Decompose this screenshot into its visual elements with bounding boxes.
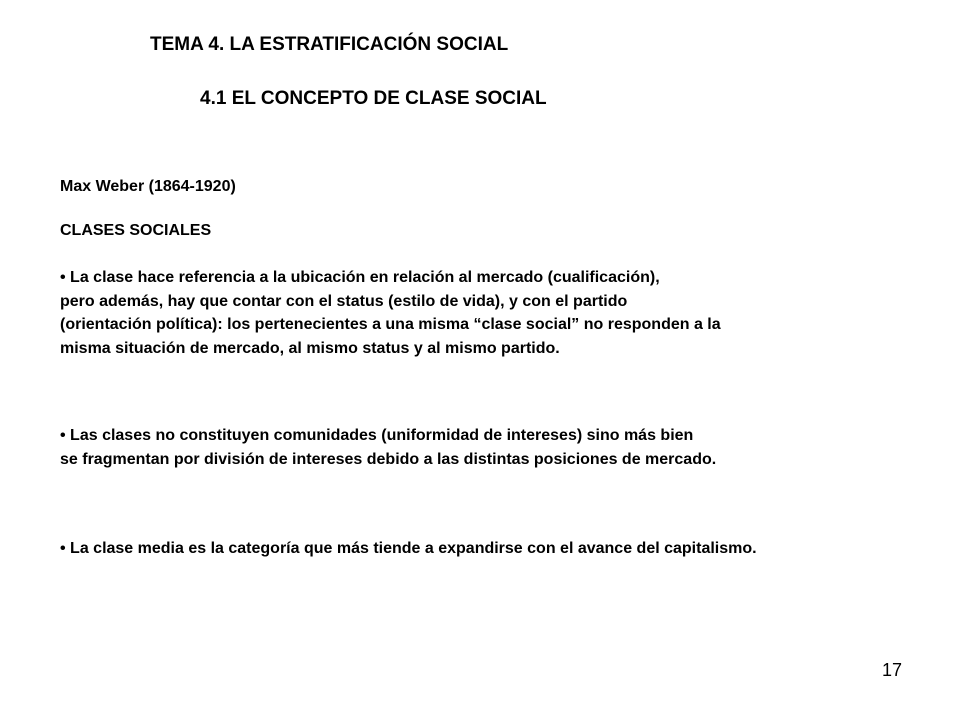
bullet-line: pero además, hay que contar con el status (estilo de vida), y con el partido: [60, 292, 628, 310]
bullet-line: se fragmentan por división de intereses debido a las distintas posiciones de mercado.: [60, 450, 717, 468]
bullet-paragraph: [60, 266, 721, 360]
bullet-line: • Las clases no constituyen comunidades (uniformidad de intereses) sino más bien: [60, 427, 694, 444]
bullet-paragraph: [60, 424, 716, 471]
page-subtitle: 4.1 EL CONCEPTO DE CLASE SOCIAL: [200, 88, 547, 109]
section-heading: CLASES SOCIALES: [60, 222, 212, 239]
author-line: Max Weber (1864-1920): [60, 178, 236, 195]
page-title: TEMA 4. LA ESTRATIFICACIÓN SOCIAL: [150, 34, 509, 55]
page-number: 17: [882, 660, 903, 680]
bullet-line: • La clase hace referencia a la ubicación en relación al mercado (cualificación),: [60, 269, 660, 286]
bullet-line: misma situación de mercado, al mismo status y al mismo partido.: [60, 339, 560, 357]
bullet-paragraph: [60, 537, 757, 561]
bullet-line: (orientación política): los pertenecientes a una misma “clase social” no responden a la: [60, 316, 721, 333]
bullet-line: • La clase media es la categoría que más tiende a expandirse con el avance del capitalismo.: [60, 540, 757, 557]
